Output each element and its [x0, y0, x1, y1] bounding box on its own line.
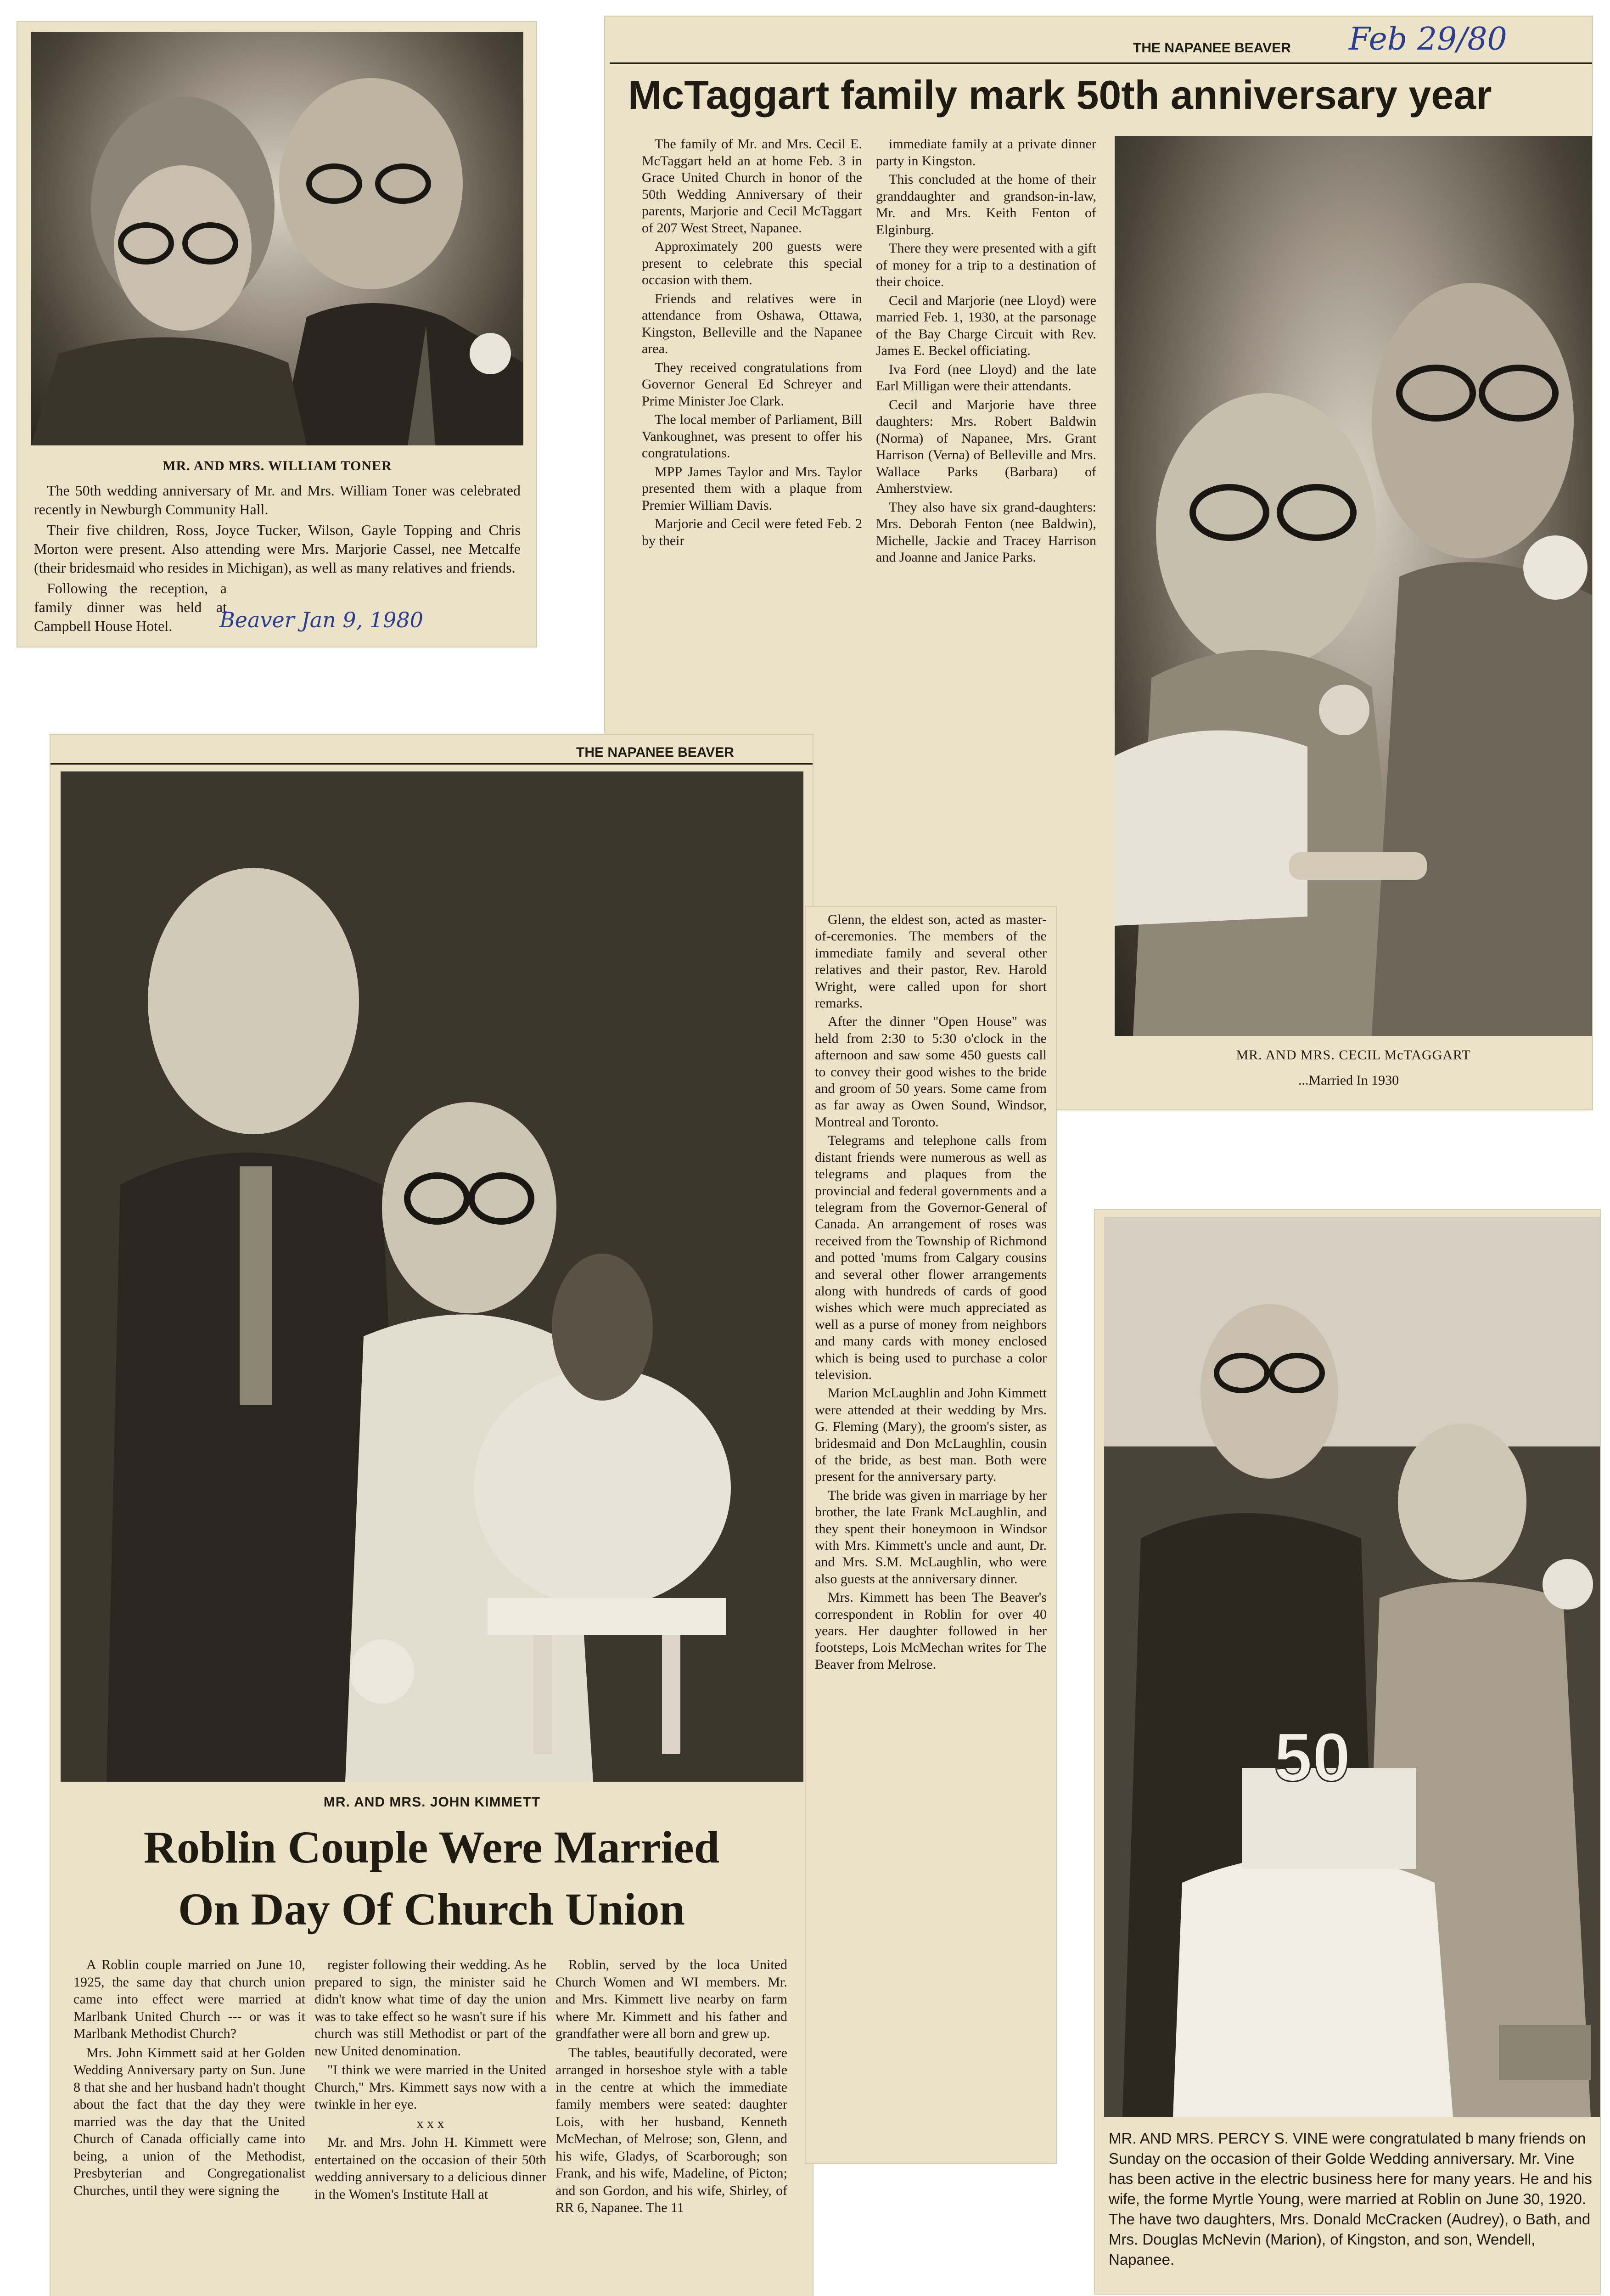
mctaggart-masthead: THE NAPANEE BEAVER [1133, 40, 1291, 56]
kimmett-paragraph: Mr. and Mrs. John H. Kimmett were entertained on the occasion of their 50th wedding anniversary to a delicious dinner in the Women's Institute Hall at [314, 2135, 546, 2202]
mctaggart-paragraph: Cecil and Marjorie have three daughters: Mrs. Robert Baldwin (Norma) of Napanee, Mrs. Grant Harrison (Verna) of Belleville and Mrs. Wallace Parks (Barbara) of Amherstview. [876, 397, 1096, 496]
kimmett-column-2 [314, 1956, 546, 2205]
kimmett-paragraph: Marion McLaughlin and John Kimmett were attended at their wedding by Mrs. G. Fleming (Mary), the groom's sister, as bridesmaid and Don McLaughlin, cousin of the bride, as best man. Both were present for the anniversary party. [815, 1385, 1047, 1485]
kimmett-paragraph: The bride was given in marriage by her brother, the late Frank McLaughlin, and they spent their honeymoon in Windsor with Mrs. Kimmett's uncle and aunt, Dr. and Mrs. S.M. McLaughlin, who were also guests at the anniversary dinner. [815, 1487, 1047, 1587]
mctaggart-rule [610, 62, 1592, 64]
kimmett-paragraph: Mrs. John Kimmett said at her Golden Wedding Anniversary party on Sun. June 8 that she and her husband hadn't thought about the fact that the day they were married was the day that the United Church of Canada officially came into being, a union of the Methodist, Presbyterian and Congregationalist Churches, until they were signing the [73, 2045, 305, 2198]
mctaggart-column-1 [642, 136, 862, 551]
kimmett-couple-image [61, 771, 803, 1782]
mctaggart-paragraph: There they were presented with a gift of money for a trip to a destination of their choice. [876, 241, 1096, 289]
kimmett-column-3 [555, 1956, 787, 2218]
kimmett-caption: MR. AND MRS. JOHN KIMMETT [323, 1795, 541, 1810]
mctaggart-paragraph: immediate family at a private dinner party in Kingston. [876, 136, 1096, 169]
mctaggart-couple-image [1115, 136, 1592, 1036]
toner-paragraph: The 50th wedding anniversary of Mr. and Mrs. William Toner was celebrated recently in Newburgh Community Hall. [34, 482, 521, 518]
kimmett-headline-2: On Day Of Church Union [178, 1884, 685, 1935]
mctaggart-paragraph: Cecil and Marjorie (nee Lloyd) were married Feb. 1, 1930, at the parsonage of the Bay Charge Circuit with Rev. James E. Beckel officiating. [876, 293, 1096, 358]
kimmett-paragraph: "I think we were married in the United Church," Mrs. Kimmett says now with a twinkle in her eye. [314, 2062, 546, 2112]
kimmett-paragraph: Telegrams and telephone calls from distant friends were numerous as well as telegrams and plaques from the provincial and federal governments and a telegram from the Governor-General of Canada. An arrangement of roses was received from the Township of Richmond and potted 'mums from Calgary cousins and several other flower arrangements along with hundreds of cards of good wishes which were much appreciated as well as a purse of money from neighbors and many cards with money enclosed which is being used to purchase a color television. [815, 1133, 1047, 1382]
kimmett-rule [50, 763, 813, 765]
kimmett-paragraph: After the dinner "Open House" was held from 2:30 to 5:30 o'clock in the afternoon and saw some 450 guests call to convey their good wishes to the bride and groom of 50 years. Some came from as far away as Owen Sound, Windsor, Montreal and Toronto. [815, 1014, 1047, 1130]
mctaggart-subcaption: ...Married In 1930 [1298, 1073, 1399, 1088]
vine-caption-text: were congratulated b many friends on Sunday on the occasion of their Golde Wedding anniversary. Mr. Vine has been active in the electric business here for many years. He and his wife, the forme Myrtle Young, were married at Roblin on June 30, 1920. The have two daughters, Mrs. Donald McCracken (Audrey), o Bath, and Mrs. Douglas McNevin (Marion), of Kingston, and son, Wendell, Napanee. [1109, 2130, 1592, 2268]
toner-paragraph: Their five children, Ross, Joyce Tucker, Wilson, Gayle Topping and Chris Morton were present. Also attending were Mrs. Marjorie Cassel, nee Metcalfe (their bridesmaid who resides in Michigan), as well as many relatives and friends. [34, 522, 521, 576]
mctaggart-paragraph: Friends and relatives were in attendance from Oshawa, Ottawa, Kingston, Belleville and the Napanee area. [642, 291, 862, 356]
kimmett-column-4 [815, 912, 1047, 1675]
vine-clipping [1095, 1210, 1600, 2294]
kimmett-paragraph: Mrs. Kimmett has been The Beaver's correspondent in Roblin for over 40 years. Her daughter followed in her footsteps, Lois McMechan writes for The Beaver from Melrose. [815, 1590, 1047, 1672]
mctaggart-caption: MR. AND MRS. CECIL McTAGGART [1236, 1047, 1471, 1063]
vine-caption-lead: MR. AND MRS. PERCY S. VINE [1109, 2130, 1328, 2147]
mctaggart-paragraph: Approximately 200 guests were present to celebrate this special occasion with them. [642, 239, 862, 287]
kimmett-paragraph: Glenn, the eldest son, acted as master-of-ceremonies. The members of the immediate family and several other relatives and their pastor, Rev. Harold Wright, were called upon for short remarks. [815, 912, 1047, 1011]
kimmett-masthead: THE NAPANEE BEAVER [576, 745, 734, 760]
toner-photo [31, 32, 523, 445]
kimmett-continuation [806, 907, 1056, 2163]
toner-caption: MR. AND MRS. WILLIAM TONER [163, 458, 392, 473]
toner-paragraph: Following the reception, a family dinner was held at Campbell House Hotel. [34, 580, 227, 634]
kimmett-headline-1: Roblin Couple Were Married [143, 1822, 720, 1873]
mctaggart-column-2 [876, 136, 1096, 568]
mctaggart-paragraph: The family of Mr. and Mrs. Cecil E. McTaggart held an at home Feb. 3 in Grace United Church in honor of the 50th Wedding Anniversary of their parents, Marjorie and Cecil McTaggart of 207 West Street, Napanee. [642, 136, 862, 236]
mctaggart-headline: McTaggart family mark 50th anniversary year [628, 72, 1492, 118]
mctaggart-paragraph: Iva Ford (nee Lloyd) and the late Earl Milligan were their attendants. [876, 361, 1096, 394]
kimmett-paragraph: Roblin, served by the loca United Church Women and WI members. Mr. and Mrs. Kimmett live nearby on farm where Mr. Kimmett and his father and grandfather were all born and grew up. [555, 1957, 787, 2041]
kimmett-paragraph: A Roblin couple married on June 10, 1925, the same day that church union came into effect were married at Marlbank United Church --- or was it Marlbank Methodist Church? [73, 1957, 305, 2041]
toner-clipping [17, 22, 536, 647]
mctaggart-paragraph: Marjorie and Cecil were feted Feb. 2 by their [642, 516, 862, 548]
kimmett-clipping [50, 735, 813, 2296]
vine-cake-topper: 50 [1274, 1718, 1351, 1795]
kimmett-paragraph: register following their wedding. As he prepared to sign, the minister said he didn't know what time of day the union was to take effect so he wasn't sure if his church was still Methodist or part of the new United denomination. [314, 1957, 546, 2059]
mctaggart-paragraph: The local member of Parliament, Bill Vankoughnet, was present to offer his congratulations. [642, 412, 862, 461]
mctaggart-paragraph: They also have six grand-daughters: Mrs. Deborah Fenton (nee Baldwin), Michelle, Jackie and Tracey Harrison and Joanne and Janice Parks. [876, 499, 1096, 565]
mctaggart-paragraph: MPP James Taylor and Mrs. Taylor presented them with a plaque from Premier William Davis. [642, 464, 862, 513]
mctaggart-paragraph: This concluded at the home of their granddaughter and grandson-in-law, Mr. and Mrs. Keith Fenton of Elginburg. [876, 172, 1096, 237]
kimmett-paragraph: The tables, beautifully decorated, were arranged in horseshoe style with a table in the centre at which the immediate family members were seated: daughter Lois, with her husband, Kenneth McMechan, of Melrose; son, Glenn, and his wife, Gladys, of Scarborough; son Frank, and his wife, Madeline, of Picton; and son Gordon, and his wife, Shirley, of RR 6, Napanee. The 11 [555, 2045, 787, 2215]
kimmett-column-1 [73, 1956, 305, 2201]
mctaggart-photo [1115, 136, 1592, 1036]
vine-caption [1109, 2128, 1595, 2270]
kimmett-paragraph: x x x [416, 2116, 444, 2131]
vine-photo [1104, 1217, 1600, 2117]
kimmett-photo [61, 771, 803, 1782]
toner-couple-image [31, 32, 523, 445]
mctaggart-handwritten-date: Feb 29/80 [1349, 21, 1507, 57]
vine-couple-image [1104, 1217, 1600, 2117]
toner-handwritten-note: Beaver Jan 9, 1980 [219, 608, 423, 632]
mctaggart-paragraph: They received congratulations from Governor General Ed Schreyer and Prime Minister Joe Clark. [642, 360, 862, 409]
